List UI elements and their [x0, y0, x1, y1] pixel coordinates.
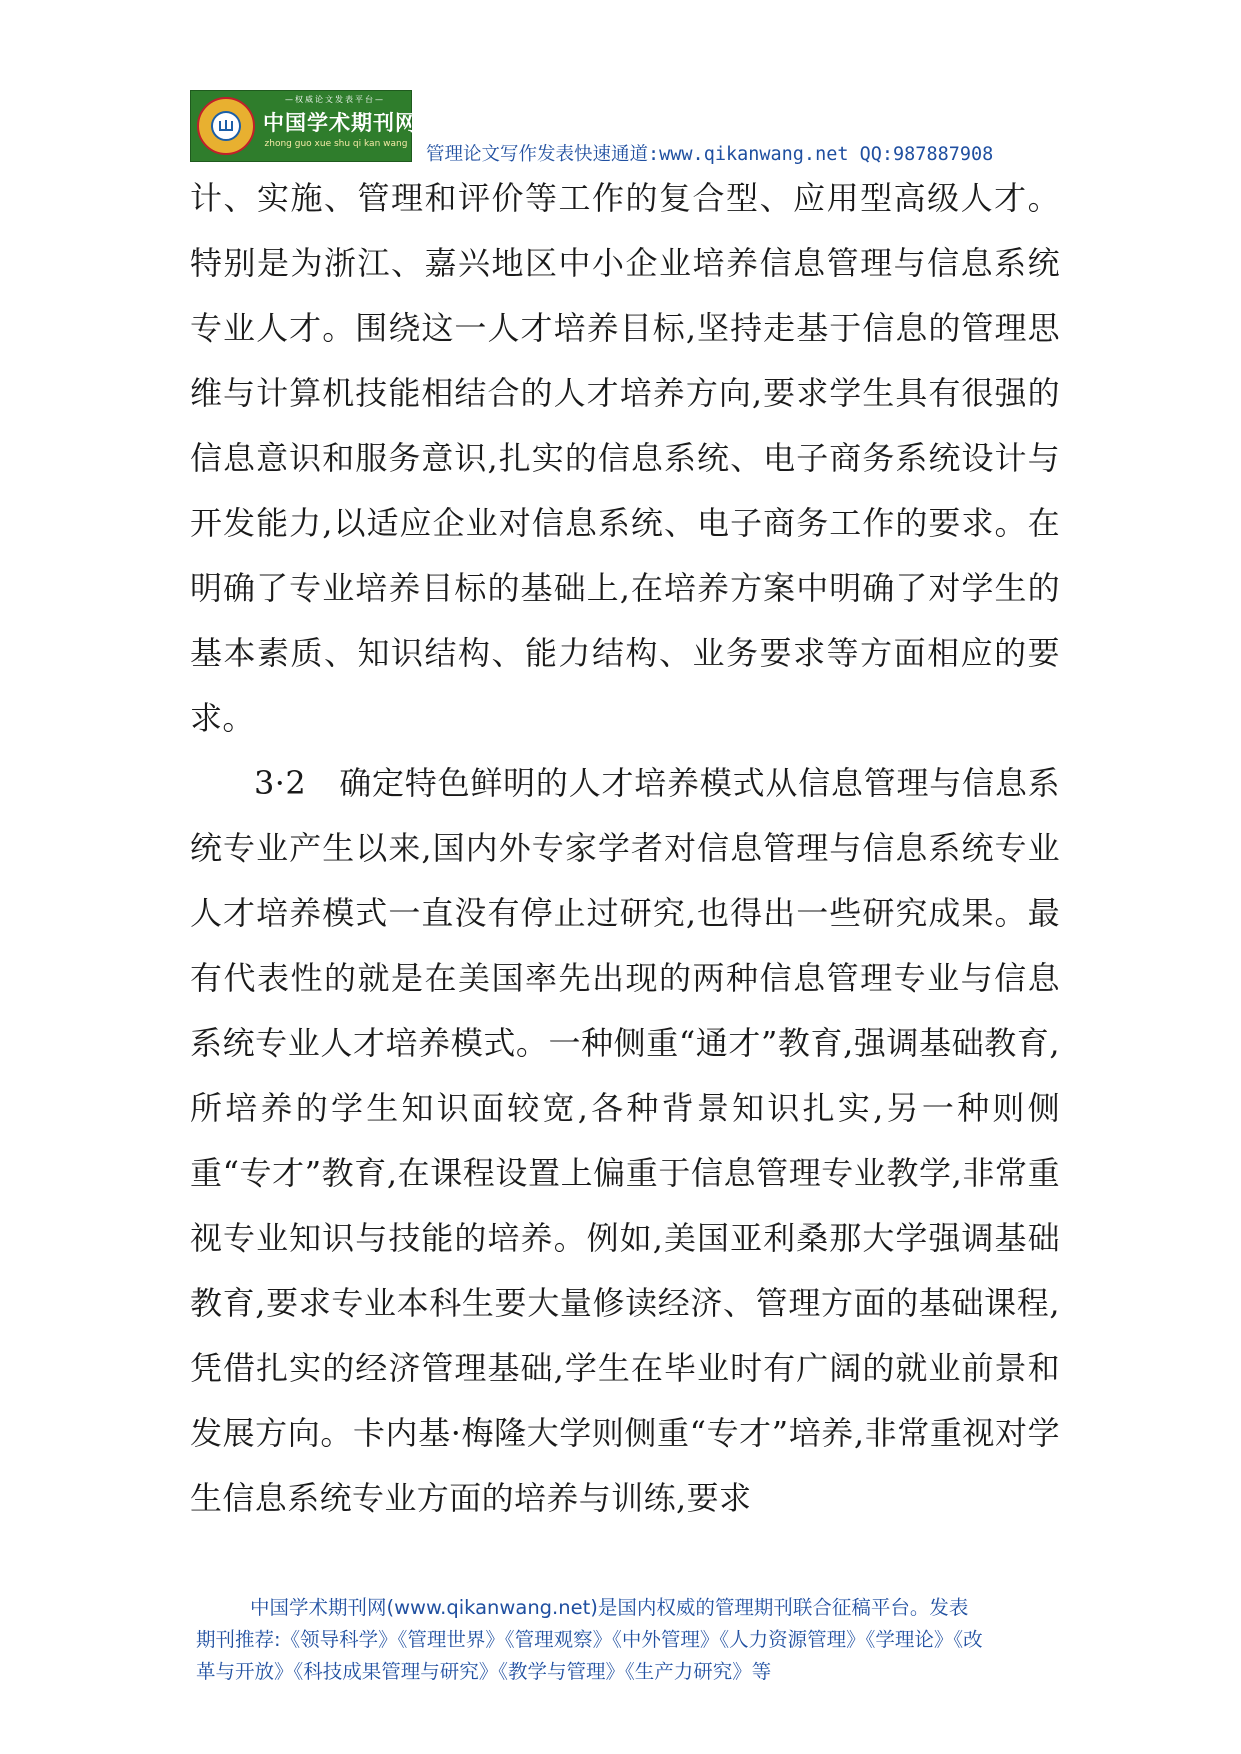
footer-line-journals: 期刊推荐:《领导科学》《管理世界》《管理观察》《中外管理》《人力资源管理》《学理论》《改	[196, 1628, 983, 1651]
paragraph-training-model: 3·2 确定特色鲜明的人才培养模式从信息管理与信息系统专业产生以来,国内外专家学者对信息管理与信息系统专业人才培养模式一直没有停止过研究,也得出一些研究成果。最有代表性的就是在美国率先出现的两种信息管理专业与信息系统专业人才培养模式。一种侧重“通才”教育,强调基础教育,所培养的学生知识面较宽,各种背景知识扎实,另一种则侧重“专才”教育,在课程设置上偏重于信息管理专业教学,非常重视专业知识与技能的培养。例如,美国亚利桑那大学强调基础教育,要求专业本科生要大量修读经济、管理方面的基础课程,凭借扎实的经济管理基础,学生在毕业时有广阔的就业前景和发展方向。卡内基·梅隆大学则侧重“专才”培养,非常重视对学生信息系统专业方面的培养与训练,要求	[190, 764, 1060, 1517]
article-body	[190, 166, 1060, 1531]
logo-pinyin: zhong guo xue shu qi kan wang	[264, 139, 408, 149]
paragraph-talent-goals: 计、实施、管理和评价等工作的复合型、应用型高级人才。特别是为浙江、嘉兴地区中小企业培养信息管理与信息系统专业人才。围绕这一人才培养目标,坚持走基于信息的管理思维与计算机技能相结合的人才培养方向,要求学生具有很强的信息意识和服务意识,扎实的信息系统、电子商务系统设计与开发能力,以适应企业对信息系统、电子商务工作的要求。在明确了专业培养目标的基础上,在培养方案中明确了对学生的基本素质、知识结构、能力结构、业务要求等方面相应的要求。	[190, 179, 1060, 737]
footer-line-platform: 中国学术期刊网(www.qikanwang.net)是国内权威的管理期刊联合征稿平台。发表	[250, 1596, 969, 1619]
submission-channel-link[interactable]: 管理论文写作发表快速通道:www.qikanwang.net QQ:987887908	[426, 144, 994, 165]
site-logo[interactable]	[190, 90, 417, 162]
page-header	[190, 90, 1050, 165]
page-footer	[196, 1592, 1066, 1688]
book-seal-icon	[197, 97, 255, 155]
logo-tagline: —权威论文发表平台—	[285, 95, 385, 104]
logo-title: 中国学术期刊网	[263, 111, 417, 135]
footer-line-journals-continued: 革与开放》《科技成果管理与研究》《教学与管理》《生产力研究》等	[196, 1660, 772, 1683]
